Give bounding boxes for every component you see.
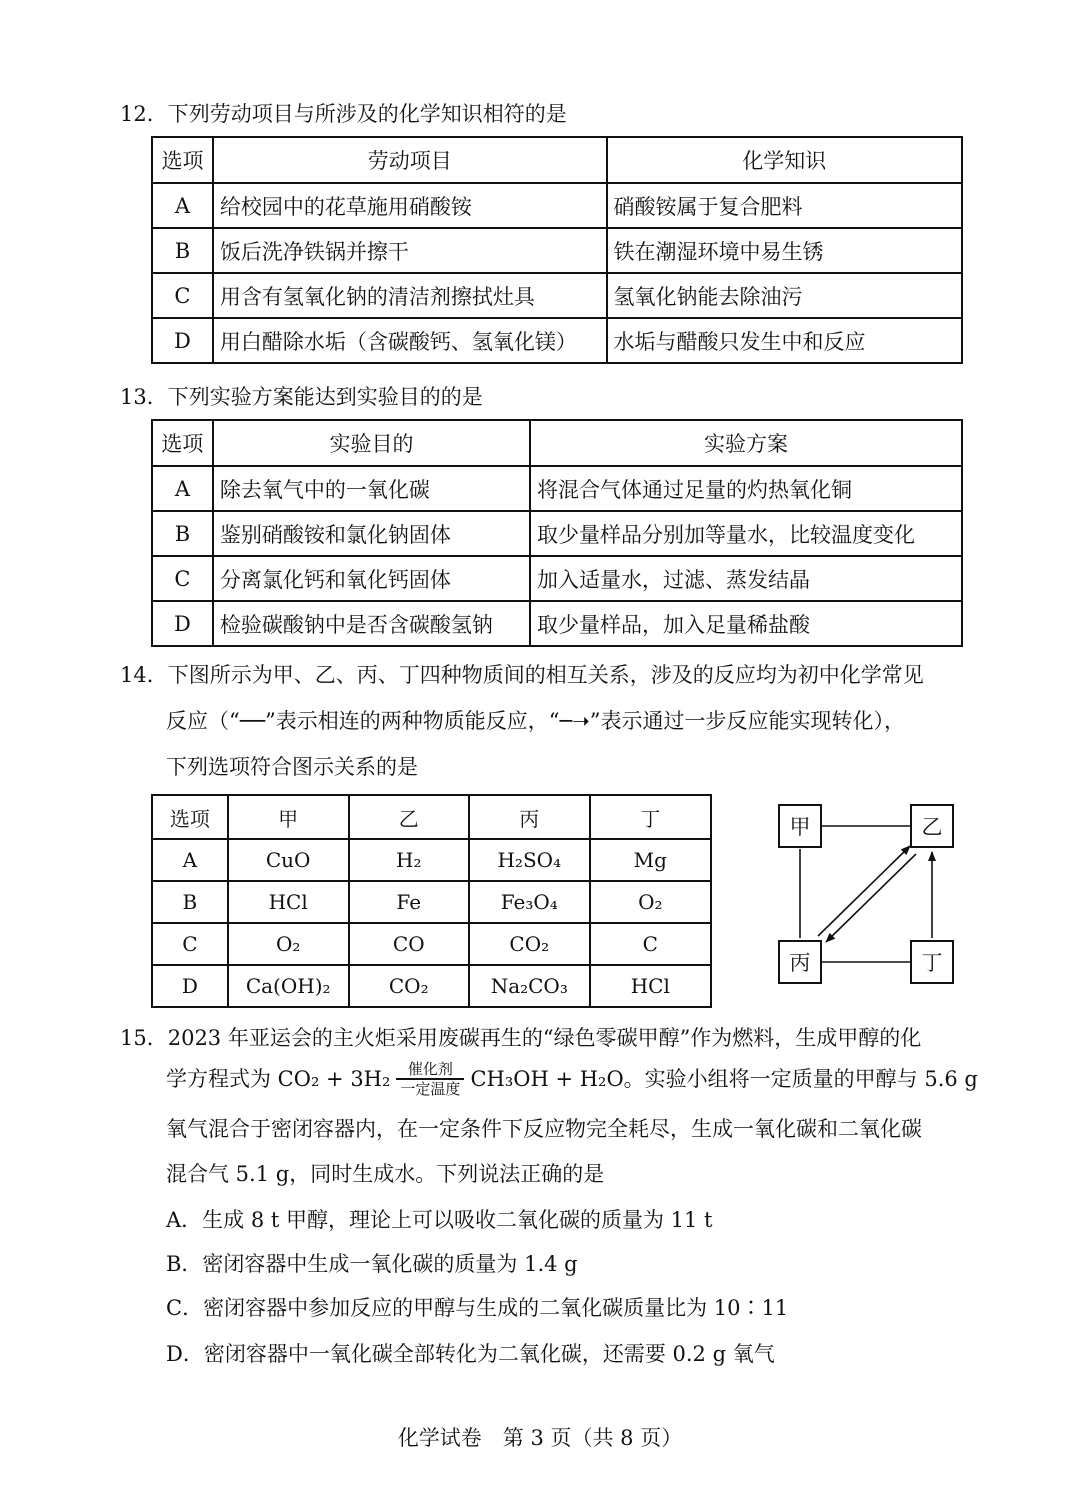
table-row	[152, 965, 711, 1007]
scheme-cell: 加入适量水，过滤、蒸发结晶	[530, 556, 962, 601]
table-row	[152, 466, 962, 511]
scheme-cell: 将混合气体通过足量的灼热氧化铜	[530, 466, 962, 511]
table-header-row	[152, 137, 962, 183]
substance-cell: Fe	[349, 881, 469, 923]
box-jia: 甲	[778, 804, 822, 848]
q14-line-2: 反应（“──”表示相连的两种物质能反应，“─➝”表示通过一步反应能实现转化），	[166, 709, 905, 733]
header-cell: 选项	[152, 420, 213, 466]
option-cell: C	[152, 273, 213, 318]
header-cell: 选项	[152, 137, 213, 183]
catalyst-label: 催化剂	[396, 1060, 464, 1080]
purpose-cell: 除去氧气中的一氧化碳	[213, 466, 530, 511]
option-cell: A	[152, 466, 213, 511]
option-cell: A	[152, 839, 228, 881]
equation-reactants: 学方程式为 CO₂ + 3H₂	[166, 1067, 391, 1091]
substance-cell: HCl	[228, 881, 349, 923]
substance-cell: H₂SO₄	[469, 839, 590, 881]
substance-cell: O₂	[590, 881, 711, 923]
labor-cell: 用含有氢氧化钠的清洁剂擦拭灶具	[213, 273, 607, 318]
knowledge-cell: 水垢与醋酸只发生中和反应	[607, 318, 962, 363]
table-row	[152, 556, 962, 601]
option-cell: D	[152, 601, 213, 646]
substance-cell: Fe₃O₄	[469, 881, 590, 923]
substance-cell: Ca(OH)₂	[228, 965, 349, 1007]
table-row	[152, 923, 711, 965]
box-yi: 乙	[910, 804, 954, 848]
option-cell: C	[152, 923, 228, 965]
q15-equation-line	[166, 1060, 978, 1098]
reaction-condition	[396, 1060, 464, 1098]
table-row	[152, 273, 962, 318]
box-bing: 丙	[778, 940, 822, 984]
scheme-cell: 取少量样品分别加等量水，比较温度变化	[530, 511, 962, 556]
header-cell: 甲	[228, 795, 349, 839]
header-cell: 丁	[590, 795, 711, 839]
header-cell: 化学知识	[607, 137, 962, 183]
header-cell: 丙	[469, 795, 590, 839]
purpose-cell: 检验碳酸钠中是否含碳酸氢钠	[213, 601, 530, 646]
header-cell: 劳动项目	[213, 137, 607, 183]
table-row	[152, 881, 711, 923]
table-row	[152, 601, 962, 646]
substance-cell: Mg	[590, 839, 711, 881]
option-cell: D	[152, 318, 213, 363]
substance-cell: C	[590, 923, 711, 965]
substance-cell: CO₂	[349, 965, 469, 1007]
labor-cell: 给校园中的花草施用硝酸铵	[213, 183, 607, 228]
q14-line-1: 14．下图所示为甲、乙、丙、丁四种物质间的相互关系，涉及的反应均为初中化学常见	[120, 663, 924, 687]
substance-cell: O₂	[228, 923, 349, 965]
arrow-yi-bing	[826, 854, 916, 942]
substance-cell: H₂	[349, 839, 469, 881]
table-row	[152, 318, 962, 363]
purpose-cell: 鉴别硝酸铵和氯化钠固体	[213, 511, 530, 556]
header-cell: 选项	[152, 795, 228, 839]
arrow-bing-yi	[818, 846, 910, 936]
q14-table	[151, 794, 712, 1008]
option-cell: B	[152, 511, 213, 556]
q13-stem: 13．下列实验方案能达到实验目的的是	[120, 385, 483, 409]
option-cell: B	[152, 881, 228, 923]
temperature-label: 一定温度	[400, 1080, 461, 1098]
q15-option-a: A．生成 8 t 甲醇，理论上可以吸收二氧化碳的质量为 11 t	[166, 1208, 713, 1232]
option-cell: C	[152, 556, 213, 601]
header-cell: 乙	[349, 795, 469, 839]
table-row	[152, 839, 711, 881]
q12-table	[151, 136, 963, 364]
q12-stem: 12．下列劳动项目与所涉及的化学知识相符的是	[120, 102, 567, 126]
q15-option-b: B．密闭容器中生成一氧化碳的质量为 1.4 g	[166, 1252, 578, 1276]
table-row	[152, 511, 962, 556]
q15-option-d: D．密闭容器中一氧化碳全部转化为二氧化碳，还需要 0.2 g 氧气	[166, 1342, 775, 1366]
q15-option-c: C．密闭容器中参加反应的甲醇与生成的二氧化碳质量比为 10∶11	[166, 1296, 789, 1320]
substance-cell: CO	[349, 923, 469, 965]
knowledge-cell: 氢氧化钠能去除油污	[607, 273, 962, 318]
scheme-cell: 取少量样品，加入足量稀盐酸	[530, 601, 962, 646]
q15-line-1: 15．2023 年亚运会的主火炬采用废碳再生的“绿色零碳甲醇”作为燃料，生成甲醇的化	[120, 1026, 922, 1050]
knowledge-cell: 铁在潮湿环境中易生锈	[607, 228, 962, 273]
substance-cell: CO₂	[469, 923, 590, 965]
substance-cell: HCl	[590, 965, 711, 1007]
substance-cell: CuO	[228, 839, 349, 881]
option-cell: A	[152, 183, 213, 228]
header-cell: 实验方案	[530, 420, 962, 466]
table-header-row	[152, 795, 711, 839]
purpose-cell: 分离氯化钙和氧化钙固体	[213, 556, 530, 601]
table-header-row	[152, 420, 962, 466]
box-ding: 丁	[910, 940, 954, 984]
option-cell: B	[152, 228, 213, 273]
q15-line-3: 氧气混合于密闭容器内，在一定条件下反应物完全耗尽，生成一氧化碳和二氧化碳	[166, 1117, 922, 1141]
table-row	[152, 183, 962, 228]
header-cell: 实验目的	[213, 420, 530, 466]
q13-table	[151, 419, 963, 647]
option-cell: D	[152, 965, 228, 1007]
relationship-diagram	[760, 790, 980, 1000]
q14-line-3: 下列选项符合图示关系的是	[166, 755, 418, 779]
equation-products: CH₃OH + H₂O。实验小组将一定质量的甲醇与 5.6 g	[470, 1067, 978, 1091]
page-footer: 化学试卷 第 3 页（共 8 页）	[397, 1426, 683, 1450]
labor-cell: 饭后洗净铁锅并擦干	[213, 228, 607, 273]
table-row	[152, 228, 962, 273]
knowledge-cell: 硝酸铵属于复合肥料	[607, 183, 962, 228]
labor-cell: 用白醋除水垢（含碳酸钙、氢氧化镁）	[213, 318, 607, 363]
q15-line-4: 混合气 5.1 g，同时生成水。下列说法正确的是	[166, 1162, 605, 1186]
substance-cell: Na₂CO₃	[469, 965, 590, 1007]
